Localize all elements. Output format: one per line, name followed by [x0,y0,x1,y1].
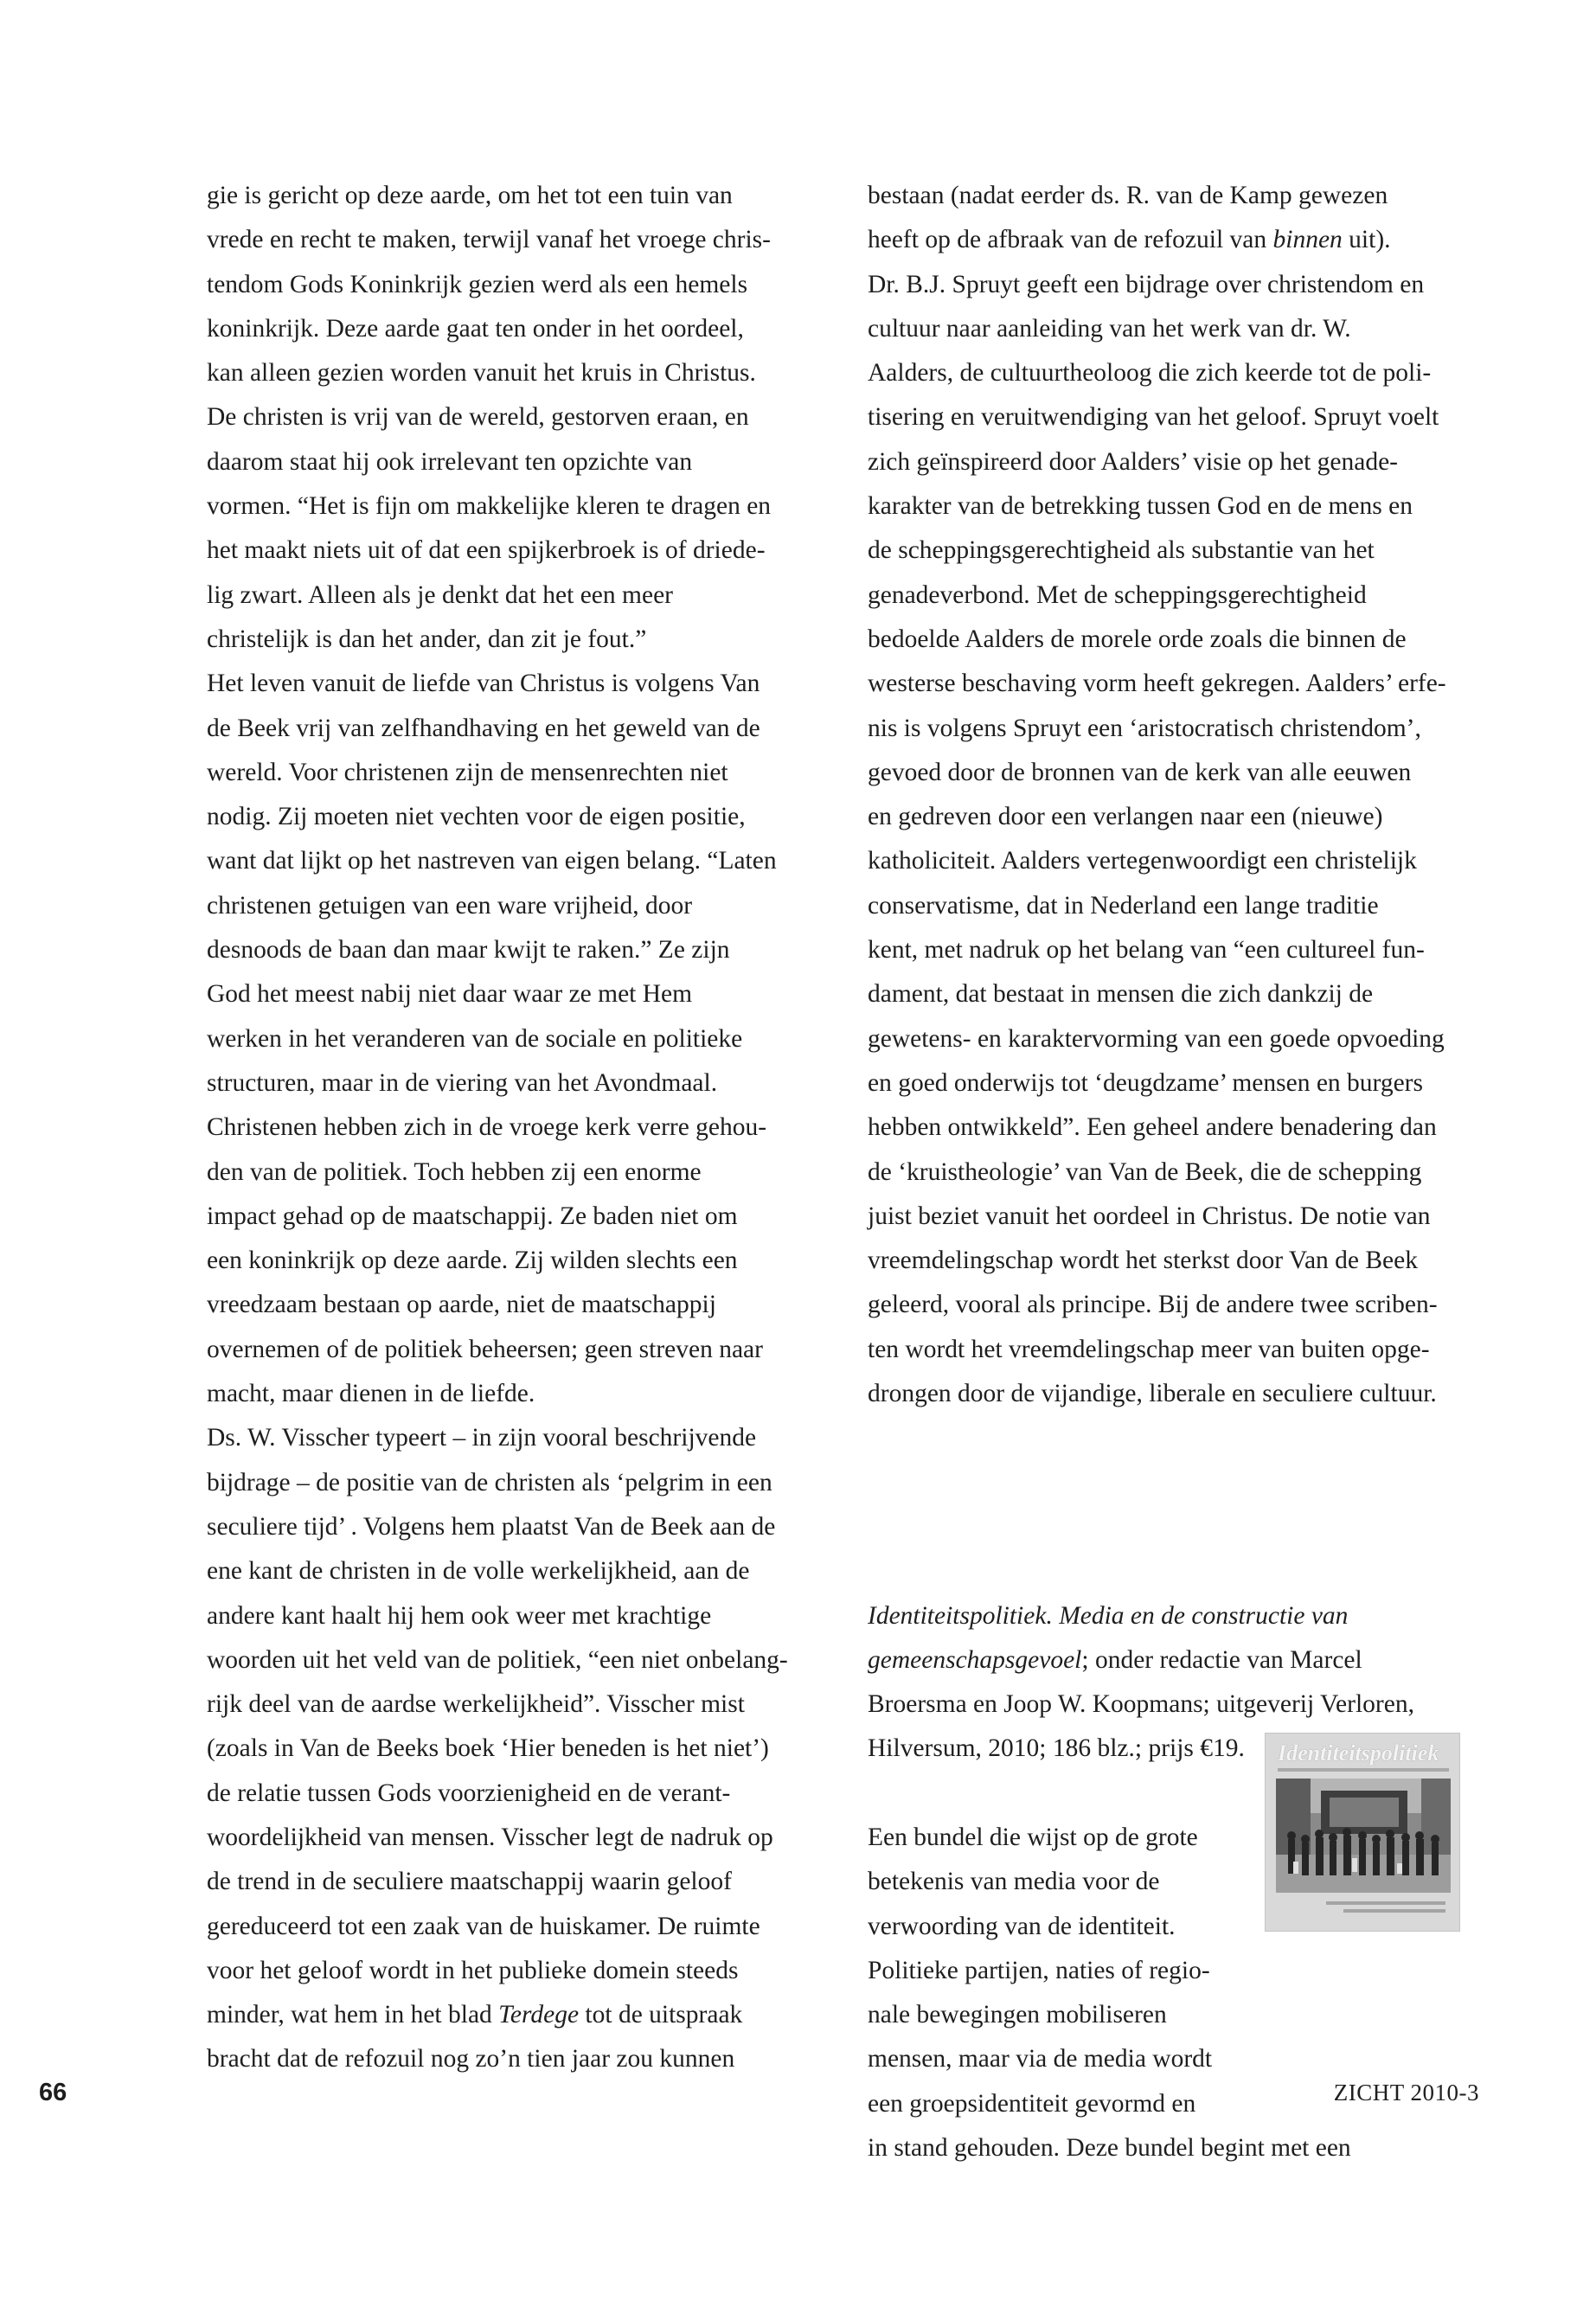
body-line: vreedzaam bestaan op aarde, niet de maatschappij [207,1291,716,1319]
body-line: tendom Gods Koninkrijk gezien werd als een hemels [207,270,748,298]
body-line: bracht dat de refozuil nog zo’n tien jaar zou kunnen [207,2045,735,2073]
body-line [868,1416,1473,1460]
body-line: wereld. Voor christenen zijn de mensenrechten niet [207,758,728,786]
body-line: God het meest nabij niet daar waar ze met Hem [207,980,693,1009]
body-line: Christenen hebben zich in de vroege kerk verre gehou- [207,1113,767,1142]
body-line: de scheppingsgerechtigheid als substantie van het [868,536,1375,565]
page-number: 66 [39,2079,67,2106]
book-details-line [868,1638,1473,1682]
body-line: rijk deel van de aardse werkelijkheid”. Visscher mist [207,1690,745,1719]
book-cover-image [1265,1733,1460,1932]
magazine-title: Terdege [498,2001,580,2029]
body-line: westerse beschaving vorm heeft gekregen. Aalders’ erfe- [868,670,1446,698]
spacer [868,1505,1473,1549]
body-line: cultuur naar aanleiding van het werk van dr. W. [868,314,1351,343]
body-line: Politieke partijen, naties of regio- [868,1956,1210,1984]
body-line: ten wordt het vreemdelingschap meer van buiten opge- [868,1335,1430,1363]
body-line: (zoals in Van de Beeks boek ‘Hier beneden is het niet’) [207,1734,769,1763]
book-cover-credit-bar [1326,1901,1445,1905]
body-line: hebben ontwikkeld”. Een geheel andere benadering dan [868,1113,1437,1142]
body-line: verwoording van de identiteit. [868,1912,1176,1940]
book-title: Identiteitspolitiek. Media en de constructie van [868,1601,1349,1630]
body-line: en gedreven door een verlangen naar een (nieuwe) [868,803,1383,831]
body-line: bestaan (nadat eerder ds. R. van de Kamp gewezen [868,182,1388,209]
body-line: De christen is vrij van de wereld, gestorven eraan, en [207,403,749,432]
book-details-line: Hilversum, 2010; 186 blz.; prijs €19. [868,1734,1245,1763]
body-line: woordelijkheid van mensen. Visscher legt de nadruk op [207,1823,773,1851]
body-line: het maakt niets uit of dat een spijkerbroek is of driede- [207,536,766,565]
body-line: betekenis van media voor de [868,1868,1160,1896]
body-line: bijdrage – de positie van de christen als ‘pelgrim in een [207,1468,772,1497]
body-line: Een bundel die wijst op de grote [868,1823,1198,1851]
body-line-text: minder, wat hem in het blad [207,2001,492,2029]
body-line: daarom staat hij ook irrelevant ten opzichte van [207,447,693,476]
body-line: werken in het veranderen van de sociale en politieke [207,1024,743,1053]
body-line: voor het geloof wordt in het publieke domein steeds [207,1956,739,1984]
body-line: overnemen of de politiek beheersen; geen streven naar [207,1335,763,1363]
body-line: structuren, maar in de viering van het Avondmaal. [207,1068,718,1097]
body-line: Aalders, de cultuurtheoloog die zich keerde tot de poli- [868,359,1432,388]
body-line: Ds. W. Visscher typeert – in zijn vooral beschrijvende [207,1424,757,1452]
body-line: christenen getuigen van een ware vrijheid, door [207,891,693,920]
body-line: de trend in de seculiere maatschappij waarin geloof [207,1868,732,1896]
book-cover-credit-bar [1343,1909,1445,1913]
left-column [207,174,812,2082]
book-cover-subtitle-bar [1278,1768,1449,1772]
body-line: Dr. B.J. Spruyt geeft een bijdrage over christendom en [868,270,1425,298]
body-line: dament, dat bestaat in mensen die zich dankzij de [868,980,1374,1009]
book-title-line [868,1594,1473,1638]
body-line: een koninkrijk op deze aarde. Zij wilden slechts een [207,1247,738,1275]
body-line: kan alleen gezien worden vanuit het kruis in Christus. [207,359,756,388]
body-line: de ‘kruistheologie’ van Van de Beek, die de schepping [868,1157,1422,1186]
journal-issue: ZICHT 2010-3 [1333,2080,1479,2106]
body-line: woorden uit het veld van de politiek, “een niet onbelang- [207,1645,788,1674]
body-line: nodig. Zij moeten niet vechten voor de eigen positie, [207,803,746,831]
body-line: den van de politiek. Toch hebben zij een enorme [207,1157,702,1186]
body-line: impact gehad op de maatschappij. Ze baden niet om [207,1202,738,1230]
book-cover-title: Identiteitspolitiek [1278,1740,1439,1766]
body-line: gereduceerd tot een zaak van de huiskamer. De ruimte [207,1912,760,1940]
body-line-text: tot de uitspraak [585,2001,743,2029]
body-line: drongen door de vijandige, liberale en seculiere cultuur. [868,1380,1437,1408]
body-line: een groepsidentiteit gevormd en [868,2089,1196,2118]
book-cover-photo [1276,1779,1451,1893]
body-line: de relatie tussen Gods voorzienigheid en de verant- [207,1779,731,1807]
body-line: vrede en recht te maken, terwijl vanaf het vroege chris- [207,226,771,254]
body-line: ene kant de christen in de volle werkelijkheid, aan de [207,1557,750,1586]
body-line [868,218,1473,262]
body-line: conservatisme, dat in Nederland een lange traditie [868,891,1379,920]
body-line: gewetens- en karaktervorming van een goede opvoeding [868,1024,1445,1053]
emphasis-text: binnen [1272,226,1343,254]
body-line: de Beek vrij van zelfhandhaving en het geweld van de [207,714,760,742]
body-line: vreemdelingschap wordt het sterkst door Van de Beek [868,1247,1418,1275]
book-subtitle: gemeenschapsgevoel [868,1645,1082,1674]
body-line: katholiciteit. Aalders vertegenwoordigt een christelijk [868,847,1417,875]
body-line: in stand gehouden. Deze bundel begint met een [868,2134,1351,2163]
body-line: koninkrijk. Deze aarde gaat ten onder in het oordeel, [207,314,744,343]
body-line: want dat lijkt op het nastreven van eigen belang. “Laten [207,847,777,875]
body-line: zich geïnspireerd door Aalders’ visie op het genade- [868,447,1398,476]
body-line: andere kant haalt hij hem ook weer met krachtige [207,1601,712,1630]
body-line: seculiere tijd’ . Volgens hem plaatst Van de Beek aan de [207,1512,776,1541]
body-line: nis is volgens Spruyt een ‘aristocratisch christendom’, [868,714,1421,742]
body-line-text: heeft op de afbraak van de refozuil van [868,226,1267,254]
body-line: geleerd, vooral als principe. Bij de andere twee scriben- [868,1291,1438,1319]
body-line: christelijk is dan het ander, dan zit je fout.” [207,625,647,653]
body-line [207,1993,812,2037]
body-line: lig zwart. Alleen als je denkt dat het een meer [207,580,673,609]
body-line: desnoods de baan dan maar kwijt te raken.” Ze zijn [207,936,730,965]
body-line: Het leven vanuit de liefde van Christus is volgens Van [207,670,760,698]
book-details-line: Broersma en Joop W. Koopmans; uitgeverij Verloren, [868,1690,1414,1719]
spacer [868,1549,1473,1593]
body-line: en goed onderwijs tot ‘deugdzame’ mensen en burgers [868,1068,1423,1097]
body-line [868,1461,1473,1505]
body-line: tisering en veruitwendiging van het geloof. Spruyt voelt [868,403,1439,432]
body-line: macht, maar dienen in de liefde. [207,1380,535,1408]
body-line: juist beziet vanuit het oordeel in Christus. De notie van [868,1202,1431,1230]
book-editors: ; onder redactie van Marcel [1081,1645,1362,1674]
body-line: nale bewegingen mobiliseren [868,2001,1167,2029]
body-line: genadeverbond. Met de scheppingsgerechtigheid [868,580,1367,609]
body-line: karakter van de betrekking tussen God en de mens en [868,492,1413,521]
body-line: gie is gericht op deze aarde, om het tot een tuin van [207,182,733,209]
body-line: bedoelde Aalders de morele orde zoals die binnen de [868,625,1407,653]
body-line-text: uit). [1349,226,1391,254]
body-line: vormen. “Het is fijn om makkelijke kleren te dragen en [207,492,772,521]
body-line: kent, met nadruk op het belang van “een cultureel fun- [868,936,1425,965]
body-line: mensen, maar via de media wordt [868,2045,1213,2073]
body-line: gevoed door de bronnen van de kerk van alle eeuwen [868,758,1412,786]
